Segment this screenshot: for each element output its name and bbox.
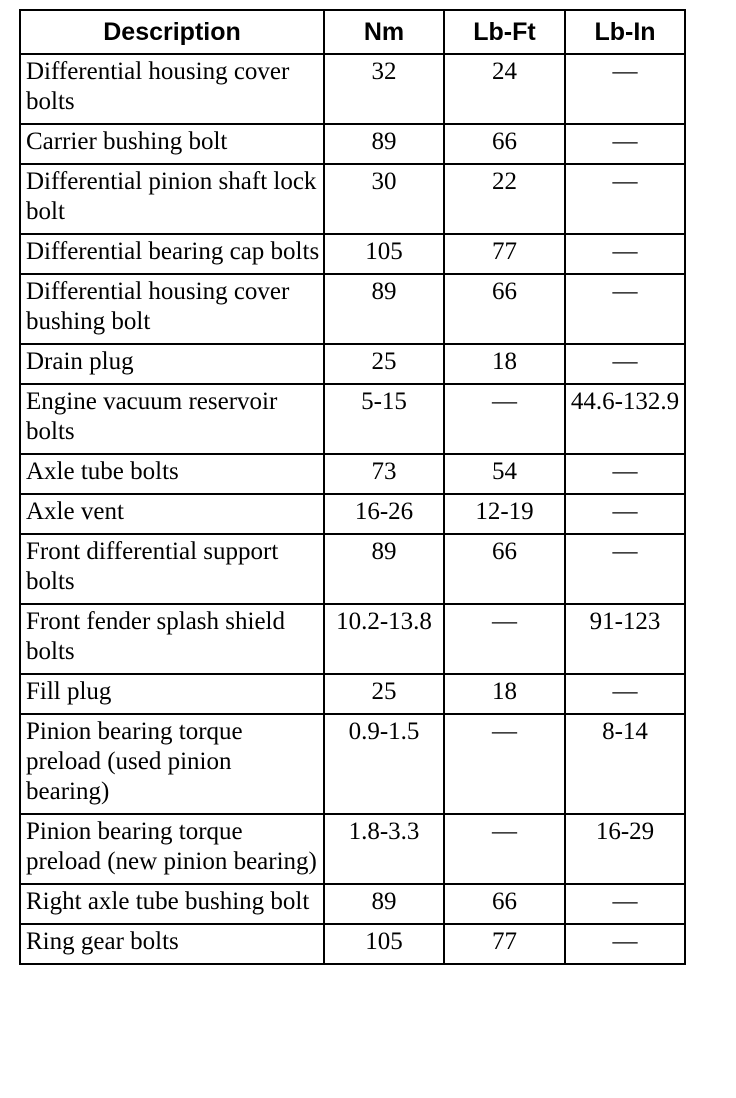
cell-lbin: 8-14 xyxy=(565,714,685,814)
cell-lbin: — xyxy=(565,344,685,384)
cell-lbft: — xyxy=(444,604,565,674)
cell-description: Pinion bearing torque preload (used pinion bearing) xyxy=(20,714,324,814)
cell-description: Front differential support bolts xyxy=(20,534,324,604)
cell-nm: 89 xyxy=(324,124,444,164)
cell-nm: 16-26 xyxy=(324,494,444,534)
cell-nm: 0.9-1.5 xyxy=(324,714,444,814)
table-row xyxy=(20,384,685,454)
cell-lbin: — xyxy=(565,884,685,924)
cell-nm: 105 xyxy=(324,924,444,964)
cell-nm: 30 xyxy=(324,164,444,234)
cell-lbft: 66 xyxy=(444,884,565,924)
cell-nm: 10.2-13.8 xyxy=(324,604,444,674)
table-row xyxy=(20,54,685,124)
cell-description: Ring gear bolts xyxy=(20,924,324,964)
cell-description: Axle tube bolts xyxy=(20,454,324,494)
header-lbft: Lb-Ft xyxy=(444,10,565,54)
cell-lbin: — xyxy=(565,164,685,234)
cell-lbft: 24 xyxy=(444,54,565,124)
cell-lbft: — xyxy=(444,714,565,814)
table-row xyxy=(20,674,685,714)
cell-lbin: — xyxy=(565,124,685,164)
cell-lbin: 91-123 xyxy=(565,604,685,674)
cell-description: Differential bearing cap bolts xyxy=(20,234,324,274)
cell-nm: 25 xyxy=(324,674,444,714)
cell-description: Differential housing cover bushing bolt xyxy=(20,274,324,344)
table-row xyxy=(20,814,685,884)
cell-description: Differential housing cover bolts xyxy=(20,54,324,124)
cell-nm: 89 xyxy=(324,274,444,344)
header-description: Description xyxy=(20,10,324,54)
cell-description: Differential pinion shaft lock bolt xyxy=(20,164,324,234)
cell-lbft: 12-19 xyxy=(444,494,565,534)
header-lbin: Lb-In xyxy=(565,10,685,54)
cell-lbft: 18 xyxy=(444,674,565,714)
cell-lbft: 77 xyxy=(444,924,565,964)
cell-description: Drain plug xyxy=(20,344,324,384)
table-row xyxy=(20,124,685,164)
table-row xyxy=(20,924,685,964)
cell-lbft: — xyxy=(444,384,565,454)
cell-lbin: — xyxy=(565,274,685,344)
table-body xyxy=(20,54,685,964)
header-row xyxy=(20,10,685,54)
cell-lbft: 54 xyxy=(444,454,565,494)
table-row xyxy=(20,494,685,534)
table-row xyxy=(20,274,685,344)
cell-lbin: — xyxy=(565,54,685,124)
cell-lbin: — xyxy=(565,924,685,964)
torque-spec-table xyxy=(19,9,686,965)
cell-lbin: 16-29 xyxy=(565,814,685,884)
cell-lbft: 66 xyxy=(444,274,565,344)
cell-lbin: — xyxy=(565,454,685,494)
cell-description: Engine vacuum reservoir bolts xyxy=(20,384,324,454)
cell-nm: 5-15 xyxy=(324,384,444,454)
table-row xyxy=(20,884,685,924)
cell-nm: 25 xyxy=(324,344,444,384)
cell-description: Pinion bearing torque preload (new pinion bearing) xyxy=(20,814,324,884)
table-row xyxy=(20,604,685,674)
table-row xyxy=(20,344,685,384)
cell-description: Right axle tube bushing bolt xyxy=(20,884,324,924)
cell-lbin: — xyxy=(565,494,685,534)
cell-lbft: 66 xyxy=(444,534,565,604)
table-header xyxy=(20,10,685,54)
cell-lbft: 77 xyxy=(444,234,565,274)
cell-nm: 73 xyxy=(324,454,444,494)
cell-lbin: — xyxy=(565,534,685,604)
cell-description: Front fender splash shield bolts xyxy=(20,604,324,674)
table-row xyxy=(20,534,685,604)
header-nm: Nm xyxy=(324,10,444,54)
cell-lbft: 66 xyxy=(444,124,565,164)
cell-nm: 89 xyxy=(324,884,444,924)
cell-nm: 89 xyxy=(324,534,444,604)
table-row xyxy=(20,714,685,814)
cell-nm: 1.8-3.3 xyxy=(324,814,444,884)
cell-lbin: — xyxy=(565,234,685,274)
cell-nm: 32 xyxy=(324,54,444,124)
cell-description: Axle vent xyxy=(20,494,324,534)
cell-description: Fill plug xyxy=(20,674,324,714)
table-row xyxy=(20,234,685,274)
table-row xyxy=(20,164,685,234)
cell-lbin: 44.6-132.9 xyxy=(565,384,685,454)
table-row xyxy=(20,454,685,494)
cell-lbft: — xyxy=(444,814,565,884)
cell-lbft: 18 xyxy=(444,344,565,384)
cell-nm: 105 xyxy=(324,234,444,274)
cell-lbin: — xyxy=(565,674,685,714)
cell-lbft: 22 xyxy=(444,164,565,234)
cell-description: Carrier bushing bolt xyxy=(20,124,324,164)
